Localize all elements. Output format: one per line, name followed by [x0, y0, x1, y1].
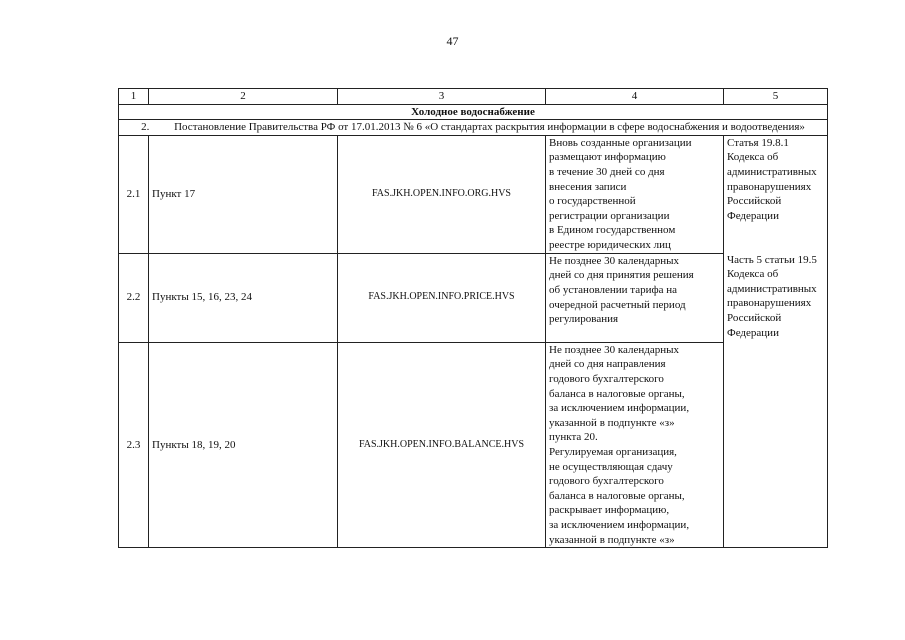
table-row [119, 135, 828, 253]
table-row [119, 253, 828, 342]
document-cell [119, 120, 828, 136]
row-number: 2.2 [119, 253, 149, 342]
row-deadline: Вновь созданные организации размещают информацию в течение 30 дней со дня внесения записи о государственной регистрации организации в Едином государственном реестре юридических лиц [546, 135, 724, 253]
row-deadline: Не позднее 30 календарных дней со дня принятия решения об установлении тарифа на очередной расчетный период регулирования [546, 253, 724, 342]
row-number: 2.3 [119, 342, 149, 547]
row-number: 2.1 [119, 135, 149, 253]
section-title-row [119, 104, 828, 120]
column-header-row [119, 89, 828, 105]
regulation-table [118, 88, 828, 548]
column-header-4: 4 [546, 89, 724, 105]
row-code: FAS.JKH.OPEN.INFO.PRICE.HVS [338, 253, 546, 342]
row-code: FAS.JKH.OPEN.INFO.BALANCE.HVS [338, 342, 546, 547]
row-points: Пункт 17 [149, 135, 338, 253]
row-code: FAS.JKH.OPEN.INFO.ORG.HVS [338, 135, 546, 253]
document-row [119, 120, 828, 136]
article-cell: Статья 19.8.1 Кодекса об административных правонарушениях Российской Федерации Часть 5 статьи 19.5 Кодекса об административных правонарушениях Российской Федерации [724, 135, 828, 547]
row-deadline: Не позднее 30 календарных дней со дня направления годового бухгалтерского баланса в налоговые органы, за исключением информации, указанной в подпункте «з» пункта 20. Регулируемая организация, не осуществляющая сдачу годового бухгалтерского баланса в налоговые органы, раскрывает информацию, за исключением информации, указанной в подпункте «з» [546, 342, 724, 547]
page-number: 47 [446, 34, 459, 48]
row-points: Пункты 18, 19, 20 [149, 342, 338, 547]
column-header-2: 2 [149, 89, 338, 105]
table-row [119, 342, 828, 547]
column-header-3: 3 [338, 89, 546, 105]
section-title: Холодное водоснабжение [119, 104, 828, 120]
document-number: 2. [141, 121, 150, 134]
column-header-5: 5 [724, 89, 828, 105]
document-text: Постановление Правительства РФ от 17.01.2013 № 6 «О стандартах раскрытия информации в сфере водоснабжения и водоотведения» [174, 121, 805, 134]
column-header-1: 1 [119, 89, 149, 105]
row-points: Пункты 15, 16, 23, 24 [149, 253, 338, 342]
